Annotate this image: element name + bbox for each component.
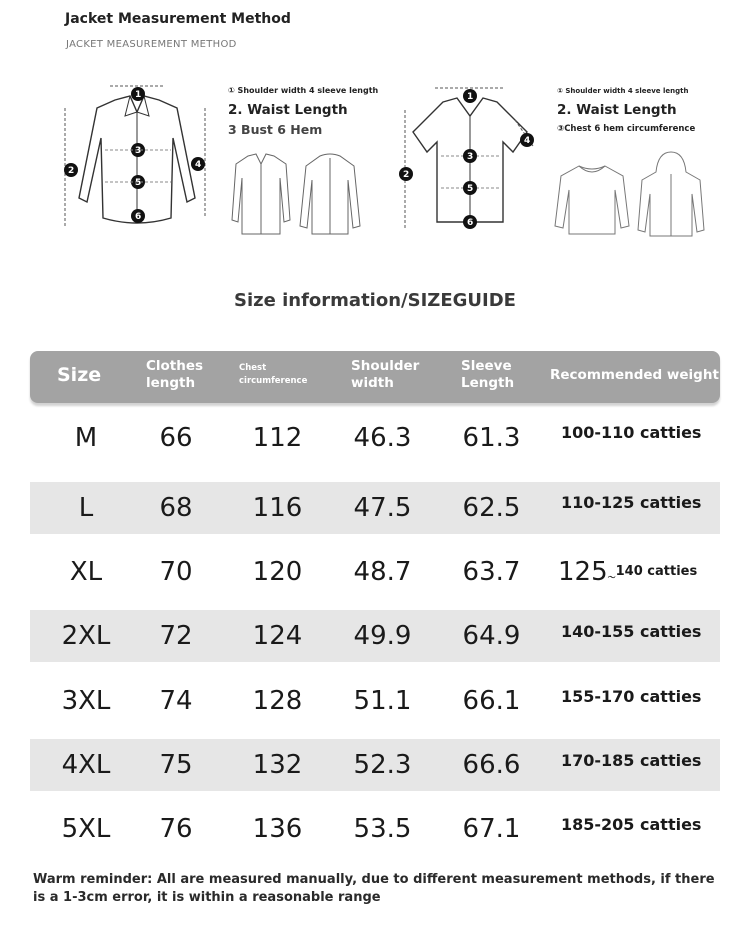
cell-weight: 170-185 catties	[561, 751, 702, 770]
blazer-sketch	[230, 150, 292, 238]
cell-chest: 112	[252, 423, 303, 453]
left-note-2: 2. Waist Length	[228, 102, 348, 118]
sweater-sketch	[553, 160, 631, 238]
table-row	[30, 739, 720, 791]
header-weight: Recommended weight	[550, 367, 719, 383]
header-shoulder: Shoulder width	[351, 358, 420, 391]
cell-weight: 155-170 catties	[561, 687, 702, 706]
cell-weight: 100-110 catties	[561, 423, 702, 442]
cell-chest: 116	[252, 493, 303, 523]
cell-size: 4XL	[61, 750, 111, 780]
marker-1: 1	[467, 92, 474, 102]
cell-length: 75	[159, 750, 193, 780]
marker-1: 1	[135, 90, 142, 100]
marker-6: 6	[467, 218, 474, 228]
cell-shoulder: 51.1	[353, 686, 412, 716]
cell-sleeve: 64.9	[462, 621, 521, 651]
weight-separator: ～	[607, 573, 616, 582]
cell-length: 74	[159, 686, 193, 716]
cell-chest: 132	[252, 750, 303, 780]
table-row	[30, 482, 720, 534]
cell-size: 2XL	[61, 621, 111, 651]
left-note-3: 3 Bust 6 Hem	[228, 122, 323, 137]
cell-length: 68	[159, 493, 193, 523]
cell-length: 66	[159, 423, 193, 453]
left-note-1: ① Shoulder width 4 sleeve length	[228, 86, 379, 95]
table-row	[30, 610, 720, 662]
cell-size: XL	[69, 557, 103, 587]
cell-length: 70	[159, 557, 193, 587]
cell-shoulder: 53.5	[353, 814, 412, 844]
cell-sleeve: 66.6	[462, 750, 521, 780]
cell-size: 5XL	[61, 814, 111, 844]
table-row	[30, 546, 720, 598]
cell-sleeve: 67.1	[462, 814, 521, 844]
header-chest: Chest circumference	[239, 363, 308, 386]
cell-length: 76	[159, 814, 193, 844]
marker-3: 3	[135, 146, 142, 156]
zip-jacket-sketch	[298, 150, 362, 238]
hoodie-sketch	[636, 150, 706, 238]
table-header	[30, 351, 720, 403]
coat-measurement-diagram	[55, 78, 220, 238]
right-note-3: ③Chest 6 hem circumference	[557, 124, 696, 134]
cell-shoulder: 48.7	[353, 557, 412, 587]
cell-sleeve: 61.3	[462, 423, 521, 453]
cell-weight: 140-155 catties	[561, 622, 702, 641]
cell-sleeve: 62.5	[462, 493, 521, 523]
right-note-2: 2. Waist Length	[557, 102, 677, 118]
marker-2: 2	[68, 166, 75, 176]
marker-6: 6	[135, 212, 142, 222]
page-subtitle: JACKET MEASUREMENT METHOD	[66, 39, 237, 50]
right-note-1: ① Shoulder width 4 sleeve length	[557, 87, 689, 95]
table-row	[30, 412, 720, 464]
cell-weight: 185-205 catties	[561, 815, 702, 834]
cell-length: 72	[159, 621, 193, 651]
marker-4: 4	[524, 136, 531, 146]
cell-shoulder: 52.3	[353, 750, 412, 780]
marker-5: 5	[467, 184, 474, 194]
warm-reminder: Warm reminder: All are measured manually, due to different measurement methods, if there is a 1-3cm error, it is within a reasonable range	[33, 872, 715, 905]
marker-2: 2	[403, 170, 410, 180]
cell-sleeve: 66.1	[462, 686, 521, 716]
shirt-measurement-diagram	[395, 80, 545, 238]
cell-weight: 110-125 catties	[561, 493, 702, 512]
cell-weight	[558, 546, 728, 598]
header-clothes-length: Clothes length	[146, 358, 204, 391]
cell-chest: 124	[252, 621, 303, 651]
table-row	[30, 803, 720, 855]
cell-shoulder: 49.9	[353, 621, 412, 651]
header-size: Size	[57, 364, 102, 386]
table-row	[30, 675, 720, 727]
cell-sleeve: 63.7	[462, 557, 521, 587]
marker-4: 4	[195, 160, 202, 170]
weight-start: 125	[558, 557, 608, 587]
page-title: Jacket Measurement Method	[65, 11, 291, 27]
cell-size: L	[78, 493, 94, 523]
cell-shoulder: 47.5	[353, 493, 412, 523]
cell-shoulder: 46.3	[353, 423, 412, 453]
cell-chest: 128	[252, 686, 303, 716]
marker-5: 5	[135, 178, 142, 188]
marker-3: 3	[467, 152, 474, 162]
size-guide-heading: Size information/SIZEGUIDE	[234, 290, 516, 311]
cell-chest: 120	[252, 557, 303, 587]
header-sleeve: Sleeve Length	[461, 358, 515, 391]
cell-size: 3XL	[61, 686, 111, 716]
cell-size: M	[74, 423, 98, 453]
weight-end: 140 catties	[615, 564, 698, 579]
cell-chest: 136	[252, 814, 303, 844]
